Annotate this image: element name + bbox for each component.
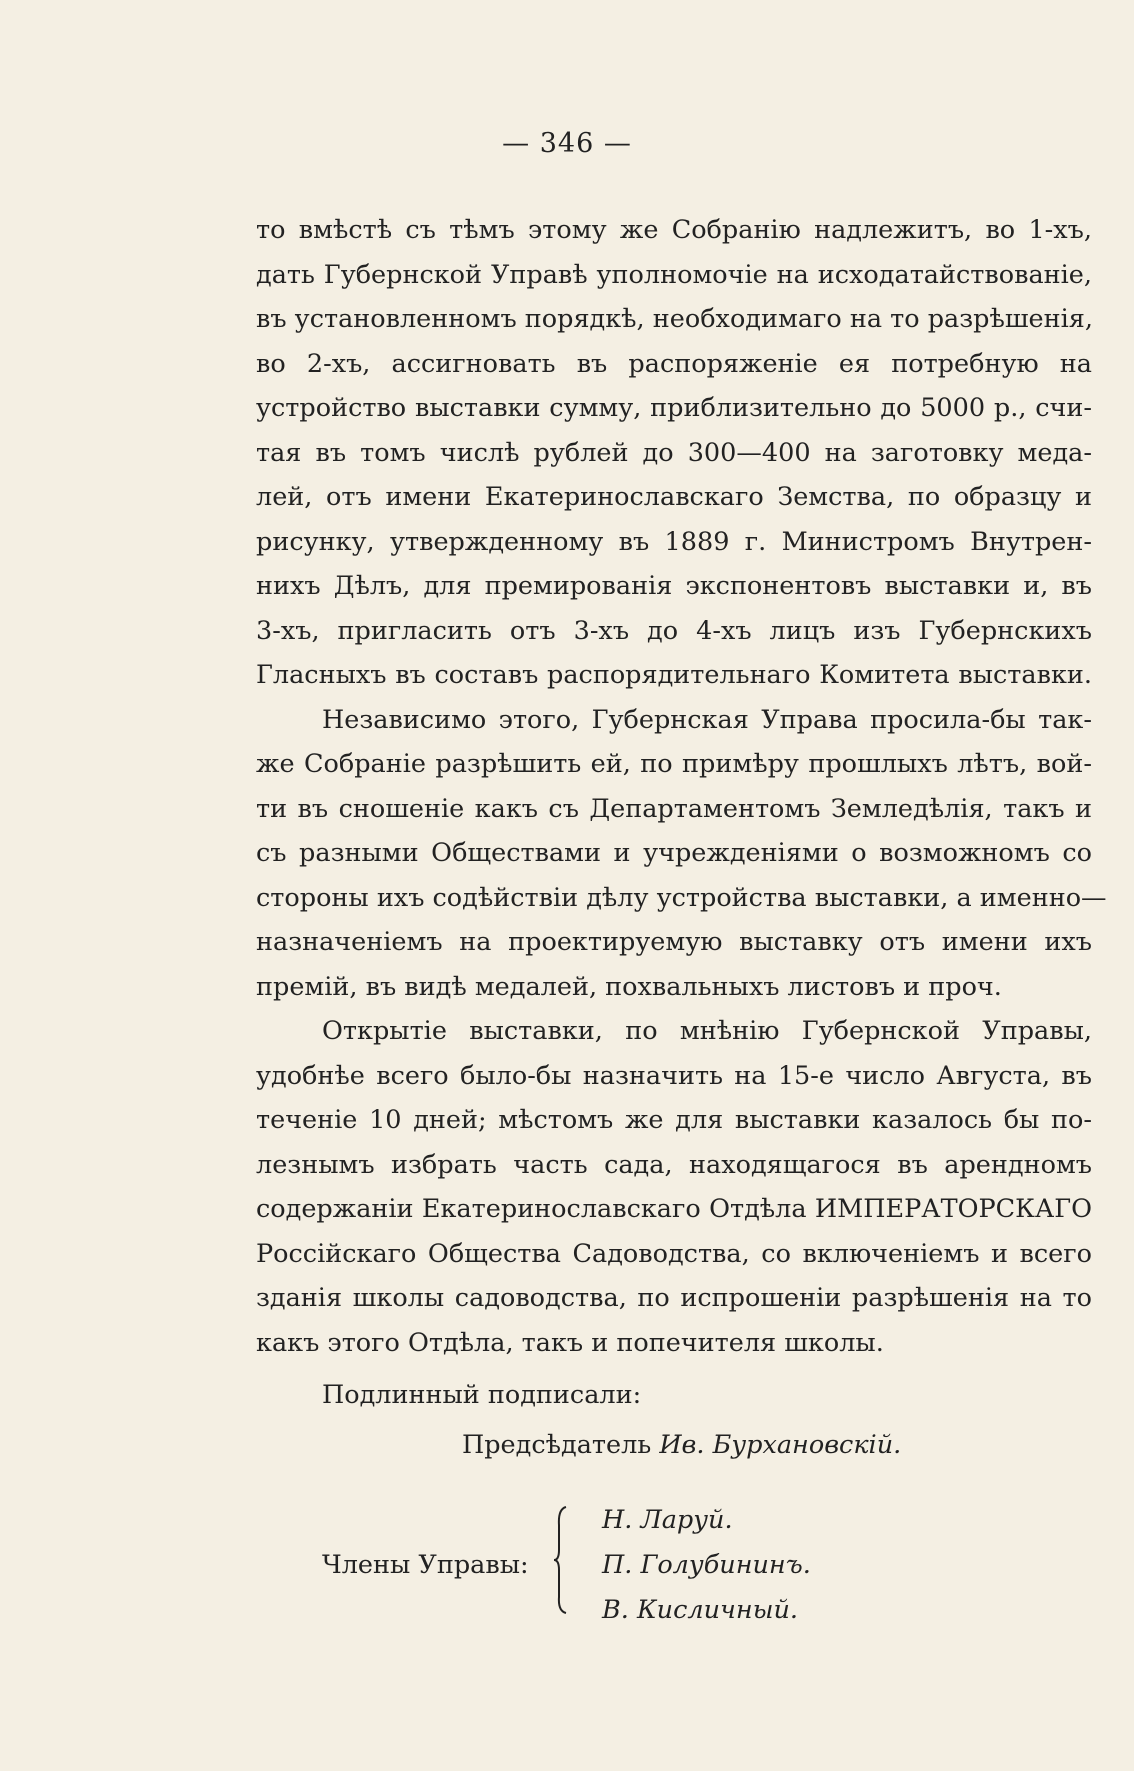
signed-by-label: Подлинный подписали:: [322, 1380, 642, 1410]
paragraph-1: [256, 208, 1092, 698]
text-line: нихъ Дѣлъ, для премированія экспонентовъ выставки и, въ: [256, 571, 1092, 601]
text-line: ти въ сношеніе какъ съ Департаментомъ Земледѣлія, такъ и: [256, 793, 1092, 824]
text-line: лей, отъ имени Екатеринославскаго Земства, по образцу и: [256, 482, 1092, 512]
text-line: теченіе 10 дней; мѣстомъ же для выставки казалось бы по-: [256, 1105, 1092, 1135]
member-name: П. Голубининъ.: [602, 1550, 811, 1580]
text-line: рисунку, утвержденному въ 1889 г. Министромъ Внутрен-: [256, 526, 1092, 557]
chairman-title: Предсѣдатель: [462, 1430, 652, 1460]
brace-icon: [552, 1505, 572, 1615]
text-line: лезнымъ избрать часть сада, находящагося въ арендномъ: [256, 1149, 1092, 1180]
text-line: зданія школы садоводства, по испрошеніи разрѣшенія на то: [256, 1283, 1092, 1313]
paragraph-2: [256, 698, 1107, 1010]
text-line: назначеніемъ на проектируемую выставку отъ имени ихъ: [256, 927, 1092, 957]
text-line: устройство выставки сумму, приблизительно до 5000 р., счи-: [256, 393, 1092, 423]
text-line: Открытіе выставки, по мнѣнію Губернской Управы,: [322, 1016, 1092, 1046]
text-line: во 2-хъ, ассигновать въ распоряженіе ея потребную на: [256, 348, 1092, 379]
chairman-signature: [462, 1430, 901, 1460]
text-line: премій, въ видѣ медалей, похвальныхъ листовъ и проч.: [256, 971, 1002, 1002]
text-line: дать Губернской Управѣ уполномочіе на исходатайствованіе,: [256, 259, 1092, 290]
member-name: Н. Ларуй.: [602, 1505, 733, 1535]
body-text: [256, 208, 1107, 1365]
text-line: содержаніи Екатеринославскаго Отдѣла ИМПЕРАТОРСКАГО: [256, 1194, 1092, 1224]
text-line: же Собраніе разрѣшить ей, по примѣру прошлыхъ лѣтъ, вой-: [256, 749, 1092, 779]
text-line: удобнѣе всего было-бы назначить на 15-е число Августа, въ: [256, 1060, 1092, 1091]
text-line: 3-хъ, пригласить отъ 3-хъ до 4-хъ лицъ изъ Губернскихъ: [256, 615, 1092, 646]
text-line: стороны ихъ содѣйствіи дѣлу устройства выставки, а именно—: [256, 882, 1107, 913]
text-line: съ разными Обществами и учрежденіями о возможномъ со: [256, 838, 1092, 868]
text-line: тая въ томъ числѣ рублей до 300—400 на заготовку меда-: [256, 437, 1092, 468]
member-name: В. Кисличный.: [602, 1595, 799, 1625]
text-line: Независимо этого, Губернская Управа просила-бы так-: [322, 704, 1092, 735]
members-label: Члены Управы:: [322, 1550, 529, 1580]
text-line: Россійскаго Общества Садоводства, со включеніемъ и всего: [256, 1238, 1092, 1269]
paragraph-3: [256, 1009, 1092, 1365]
page-number: — 346 —: [502, 128, 632, 159]
text-line: какъ этого Отдѣла, такъ и попечителя школы.: [256, 1327, 884, 1358]
text-line: то вмѣстѣ съ тѣмъ этому же Собранію надлежитъ, во 1-хъ,: [256, 215, 1092, 245]
text-line: Гласныхъ въ составъ распорядительнаго Комитета выставки.: [256, 660, 1092, 690]
text-line: въ установленномъ порядкѣ, необходимаго на то разрѣшенія,: [256, 304, 1093, 334]
chairman-name: Ив. Бурхановскій.: [659, 1430, 902, 1460]
